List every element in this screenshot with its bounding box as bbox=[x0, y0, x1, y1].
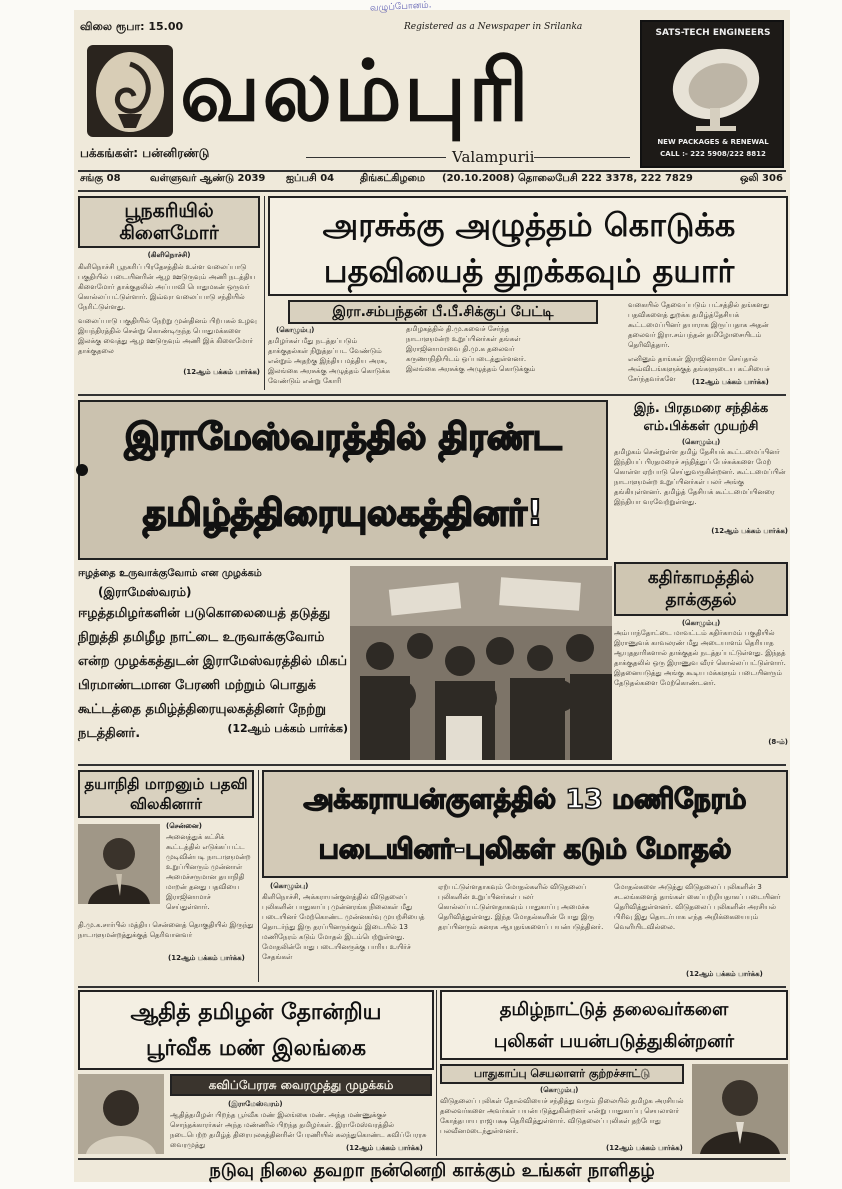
adhi-ref: (12ஆம் பக்கம் பார்க்க) bbox=[346, 1144, 423, 1152]
akkarayan-headline-2: படையினர்-புலிகள் கடும் மோதல் bbox=[318, 834, 732, 865]
pm-text: தமிழகம் சென்றுள்ள தமிழ் தேசியக் கூட்டமைப்பினர் இந்தியப் பிரதமரைச் சந்தித்துப் பேச்சுக்களை மேற் கொள்ள ஏற்பாடு செய்துவருகின்றனர். கூட்டமைப்பின் நாடாளுமன்ற உறுப்பினர்கள் பலர் அங்கு தங்கியுள்ளனர். தமிழ்த் தேசியக் கூட்டமைப்பினரை இந்தியா வரவேற்றுள்ளது. bbox=[614, 448, 786, 506]
lead-headline-1: அரசுக்கு அழுத்தம் கொடுக்க bbox=[322, 206, 736, 244]
rameswaram-ref: (12ஆம் பக்கம் பார்க்க) bbox=[227, 722, 348, 735]
akkarayan-col-3: மோதல்களை அடுத்து விடுதலைப் புலிகளின் 3 சடலங்களைத் தாங்கள் கைப்பற்றியதாகப் படையினர் தெரிவித்துள்ளனர். விடுதலைப் புலிகளின் அரசியல் பிரிவு இது தொடர்பாக எந்த அறிக்கையையும் வெளியிடவில்லை. bbox=[614, 883, 781, 931]
page-count: பக்கங்கள்: பன்னிரண்டு bbox=[80, 146, 210, 160]
akkarayan-headline-1: அக்கராயன்குளத்தில் 13 மணிநேரம் bbox=[303, 784, 747, 815]
story-headline: பூநகரியில் கிளைமோர் bbox=[78, 196, 260, 248]
punch-hole bbox=[76, 464, 88, 476]
adhi-headline-1: ஆதித் தமிழன் தோன்றிய bbox=[130, 1000, 382, 1025]
story-poonakari bbox=[78, 196, 260, 390]
story-kathirkamam bbox=[614, 562, 788, 760]
rameswaram-headline-1: இராமேஸ்வரத்தில் திரண்ட bbox=[124, 417, 562, 458]
kathirkamam-ref: (8-ம்) bbox=[768, 738, 788, 746]
dateline-date: (20.10.2008) bbox=[442, 173, 515, 184]
title-latin: Valampurii bbox=[452, 148, 535, 166]
dateline-phone: தொலைபேசி 222 3378, 222 7829 bbox=[518, 173, 693, 184]
lead-headline-box bbox=[268, 196, 788, 296]
dayanidhi-dateline: (சென்னை) bbox=[166, 822, 202, 830]
adhi-headline-box bbox=[78, 990, 434, 1070]
story-dateline: (கிளிநொச்சி) bbox=[147, 251, 191, 259]
story-pm bbox=[614, 400, 788, 556]
dateline-month: ஐப்பசி 04 bbox=[286, 173, 335, 184]
lead-col-2: தமிழகத்தில் தி.மு.கவைச் சேர்ந்த நாடாளுமன்ற உறுப்பினர்கள் தங்கள் இராஜினாமாவை தி.மு.க தலைவர் கருணாநிதியிடம் ஒப்படைத்துள்ளனர். இலங்கை அரசுக்கு அழுத்தம் கொடுக்கும் bbox=[406, 325, 536, 373]
kathirkamam-headline: கதிர்காமத்தில் தாக்குதல் bbox=[614, 562, 788, 616]
advert-line1: NEW PACKAGES & RENEWAL bbox=[657, 138, 769, 146]
dateline-day: திங்கட்கிழமை bbox=[360, 173, 426, 184]
dayanidhi-photo bbox=[78, 824, 160, 904]
adhi-dateline: (இராமேஸ்வரம்) bbox=[228, 1100, 283, 1108]
dayanidhi-text: அனைத்துக் கட்சிக் கூட்டத்தில் எடுக்கப்பட்ட முடிவின்படி நாடாளுமன்ற உறுப்பினரும் முன்னாள் அமைச்சருமான தயாநிதி மாறன் தனது பதவியை இராஜினாமாச் செய்துள்ளார். bbox=[166, 833, 251, 911]
masthead-logo bbox=[84, 42, 176, 140]
rameswaram-text: ஈழத்தமிழர்களின் படுகொலையைத் தடுத்து நிறுத்தி தமிழீழ நாட்டை உருவாக்குவோம் என்ற முழக்கத்துடன் இராமேஸ்வரத்தில் மிகப் பிரமாண்டமான பேரணி மற்றும் பொதுக் கூட்டத்தை தமிழ்த்திரையுலகத்தினர் நேற்று நடத்தினர். bbox=[78, 606, 348, 741]
vairamuthu-photo bbox=[78, 1074, 164, 1154]
dayanidhi-text-2: தி.மு.க.சார்பில் மத்திய சென்னைத் தொகுதியில் இருந்து நாடாளுமன்றத்துக்குத் தெரிவானவர் bbox=[78, 921, 254, 939]
story-text-2: வலைப்பாடு பகுதியில் நேற்று முன்தினம் பிற்பகல் உழவு இயந்திரத்தில் சென்று கொண்டிருந்த பொதுமக்களை இலக்கு வைத்து ஆழ ஊடுருவும் அணி இக் கிளைமோர் தாக்குதலை bbox=[78, 317, 257, 355]
story-rameswaram bbox=[78, 566, 348, 760]
story-ref: (12ஆம் பக்கம் பார்க்க) bbox=[183, 368, 260, 376]
gotabaya-photo bbox=[692, 1064, 788, 1154]
pm-ref: (12ஆம் பக்கம் பார்க்க) bbox=[711, 527, 788, 535]
footer-slogan: நடுவு நிலை தவறா நன்னெறி காக்கும் உங்கள் நாளிதழ் bbox=[209, 1160, 655, 1181]
leaders-headline-box bbox=[440, 990, 788, 1060]
kathirkamam-text: அம்பாந்தோட்டை மாவட்டம் கதிர்காமம் பகுதியில் இராணுவக் காவலரண் மீது அடையாளம் தெரியாத ஆயுததாரிகளால் தாக்குதல் நடத்தப்பட்டுள்ளது. இந்தத் தாக்குதலில் ஒரு இராணுவ வீரர் கொல்லப்பட்டுள்ளார். இதனையடுத்து அங்கு கூடிய மக்களும் படையினரும் தேடுதல்களை மேற்கொண்டனர். bbox=[614, 629, 786, 687]
story-akkarayan bbox=[262, 770, 788, 982]
akkarayan-col-2: ஏற்பட்டுள்ளதாகவும் மோதல்களில் விடுதலைப் புலிகளின் உறுப்பினர்கள் பலர் கொல்லப்பட்டுள்ளதாகவும் பாதுகாப்பு அமைச்சு தெரிவித்துள்ளது. இந்த மோதல்களின் போது இரு தரப்பினரும் கனரக ஆயுதங்களைப் பயன்படுத்தினர். bbox=[438, 883, 604, 931]
lead-col-3b: எனினும் தாங்கள் இராஜினாமா செய்தால் அவ்விடங்களுக்குத் தங்களுடைய கட்சியைச் சேர்ந்தவர்களே bbox=[628, 355, 770, 383]
rameswaram-dateline: (இராமேஸ்வரம்) bbox=[98, 585, 192, 599]
leaders-ref: (12ஆம் பக்கம் பார்க்க) bbox=[606, 1144, 683, 1152]
story-adhi bbox=[78, 990, 434, 1156]
lead-ref: (12ஆம் பக்கம் பார்க்க) bbox=[692, 378, 769, 386]
advert-company: SATS-TECH ENGINEERS bbox=[655, 28, 771, 38]
lead-col-1: தமிழர்கள் மீது நடத்தப்படும் தாக்குதல்கள் நிறுத்தப்பட வேண்டும் என்றும் அதற்கு இந்திய மத்திய அரசு, இலங்கை அரசுக்கு அழுத்தம் கொடுக்க வேண்டும் என்று கோரி bbox=[268, 337, 390, 385]
registered-note: Registered as a Newspaper in Srilanka bbox=[404, 22, 583, 32]
leaders-headline-2: புலிகள் பயன்படுத்துகின்றனர் bbox=[493, 1031, 735, 1052]
akkarayan-dateline: (கொழும்பு) bbox=[270, 882, 309, 890]
leaders-headline-1: தமிழ்நாட்டுத் தலைவர்களை bbox=[499, 999, 729, 1020]
story-leaders bbox=[440, 990, 788, 1156]
masthead-title: வலம்புரி bbox=[180, 41, 531, 140]
advert-box bbox=[640, 20, 784, 168]
leaders-text: விடுதலைப் புலிகள் தோல்வியைச் சந்தித்து வரும் நிலையில் தமிழக அரசியல் தலைவர்களை அவர்கள் பயன்படுத்துகின்றனர் என்று பாதுகாப்பு செயலாளர் கோத்தபாய ராஜபக்ஷ தெரிவித்துள்ளார். விடுதலைப் புலிகள் தற்போது பலவீனமடைந்துள்ளனர். bbox=[440, 1097, 684, 1135]
dateline-bar bbox=[78, 173, 786, 189]
adhi-headline-2: பூர்வீக மண் இலங்கை bbox=[145, 1036, 367, 1061]
lead-dateline: (கொழும்பு) bbox=[276, 326, 315, 334]
adhi-subhead: கவிப்பேரரசு வைரமுத்து முழக்கம் bbox=[170, 1074, 432, 1096]
pm-headline: இந். பிரதமரை சந்திக்க எம்.பிக்கள் முயற்சி bbox=[633, 401, 769, 434]
lead-col-3: வகையில் தேவைப்படும் பட்சத்தில் தங்களது பதவிகளைத் துறக்க தமிழ்த்தேசியக் கூட்டமைப்பினர் தயாராக இருப்பதாக அதன் தலைவர் இரா.சம்பந்தன் தமிழோசையிடம் தெரிவித்தார். bbox=[628, 301, 769, 349]
dateline-year: வள்ளுவர் ஆண்டு 2039 bbox=[150, 173, 266, 184]
rameswaram-headline-2: தமிழ்த்திரையுலகத்தினர்! bbox=[142, 493, 544, 534]
leaders-dateline: (கொழும்பு) bbox=[540, 1086, 579, 1094]
akkarayan-ref: (12ஆம் பக்கம் பார்க்க) bbox=[686, 970, 763, 978]
dateline-sangu: சங்கு 08 bbox=[80, 173, 121, 184]
dayanidhi-ref: (12ஆம் பக்கம் பார்க்க) bbox=[168, 954, 245, 962]
rameswaram-headline-box bbox=[78, 400, 608, 560]
price: விலை ரூபா: 15.00 bbox=[80, 20, 184, 33]
akkarayan-headline-box bbox=[262, 770, 788, 878]
kathirkamam-dateline: (கொழும்பு) bbox=[681, 619, 721, 627]
story-text: கிளிநொச்சி பூநகரிப் பிரதேசத்தில் உள்ள வலைப்பாடு பகுதியில் படையினரின் ஆழ ஊடுருவும் அணி நடத்திய கிளைமோர் தாக்குதலில் அப்பாவி பொதுமகன் ஒருவர் கொல்லப்பட்டுள்ளார். இவ்வுா வலைப்பாடு சந்தியில் நேரிட்டுள்ளது. bbox=[78, 263, 256, 311]
newspaper-page bbox=[74, 0, 790, 1182]
story-dayanidhi bbox=[78, 770, 254, 982]
dayanidhi-headline: தயாநிதி மாறனும் பதவி விலகினார் bbox=[78, 770, 254, 818]
ink-stamp: வழுப்போனம். bbox=[369, 0, 432, 14]
rally-photo bbox=[350, 566, 612, 760]
lead-subhead: இரா.சம்பந்தன் பீ.பீ.சிக்குப் பேட்டி bbox=[288, 300, 598, 324]
dateline-oli: ஒலி 306 bbox=[740, 173, 783, 184]
satellite-dish-icon bbox=[662, 44, 766, 132]
lead-headline-2: பதவியைத் துறக்கவும் தயார் bbox=[323, 252, 735, 290]
akkarayan-col-1: கிளிநொச்சி, அக்கராயன்குளத்தில் விடுதலைப் புலிகளின் பாதுகாப்பு முன்னரங்க நிலைகள் மீது படையினர் மேற்கொண்ட முன்னகர்வு முயற்சியைத் தொடர்ந்து இரு தரப்பினருக்கும் இடையில் 13 மணிநேரம் கடும் மோதல் இடம்பெற்றுள்ளது. மோதலின்போது படையினருக்கு பாரிய உயிர்ச் சேதங்கள் bbox=[262, 893, 425, 961]
advert-line2: CALL :- 222 5908/222 8812 bbox=[660, 150, 766, 158]
rameswaram-subhead: ஈழத்தை உருவாக்குவோம் என முழக்கம் bbox=[78, 568, 262, 579]
pm-dateline: (கொழும்பு) bbox=[681, 438, 721, 446]
leaders-subhead: பாதுகாப்பு செயலாளர் குற்றச்சாட்டு bbox=[440, 1064, 684, 1084]
lead-story bbox=[268, 196, 788, 390]
adhi-text: ஆதித்தமிழன் பிறந்த பூர்வீக மண் இலங்கை மண். அந்த மண்ணுக்குச் சொந்தக்காரர்கள் அந்த மண்ணில் பிறந்த தமிழர்கள். இராமேஸ்வரத்தில் நடைபெற்ற தமிழ்த் திரையுலகத்தினரின் பேரணியில் கலந்துகொண்ட கவிப்பேரரசு வைரமுத்து bbox=[170, 1111, 427, 1149]
